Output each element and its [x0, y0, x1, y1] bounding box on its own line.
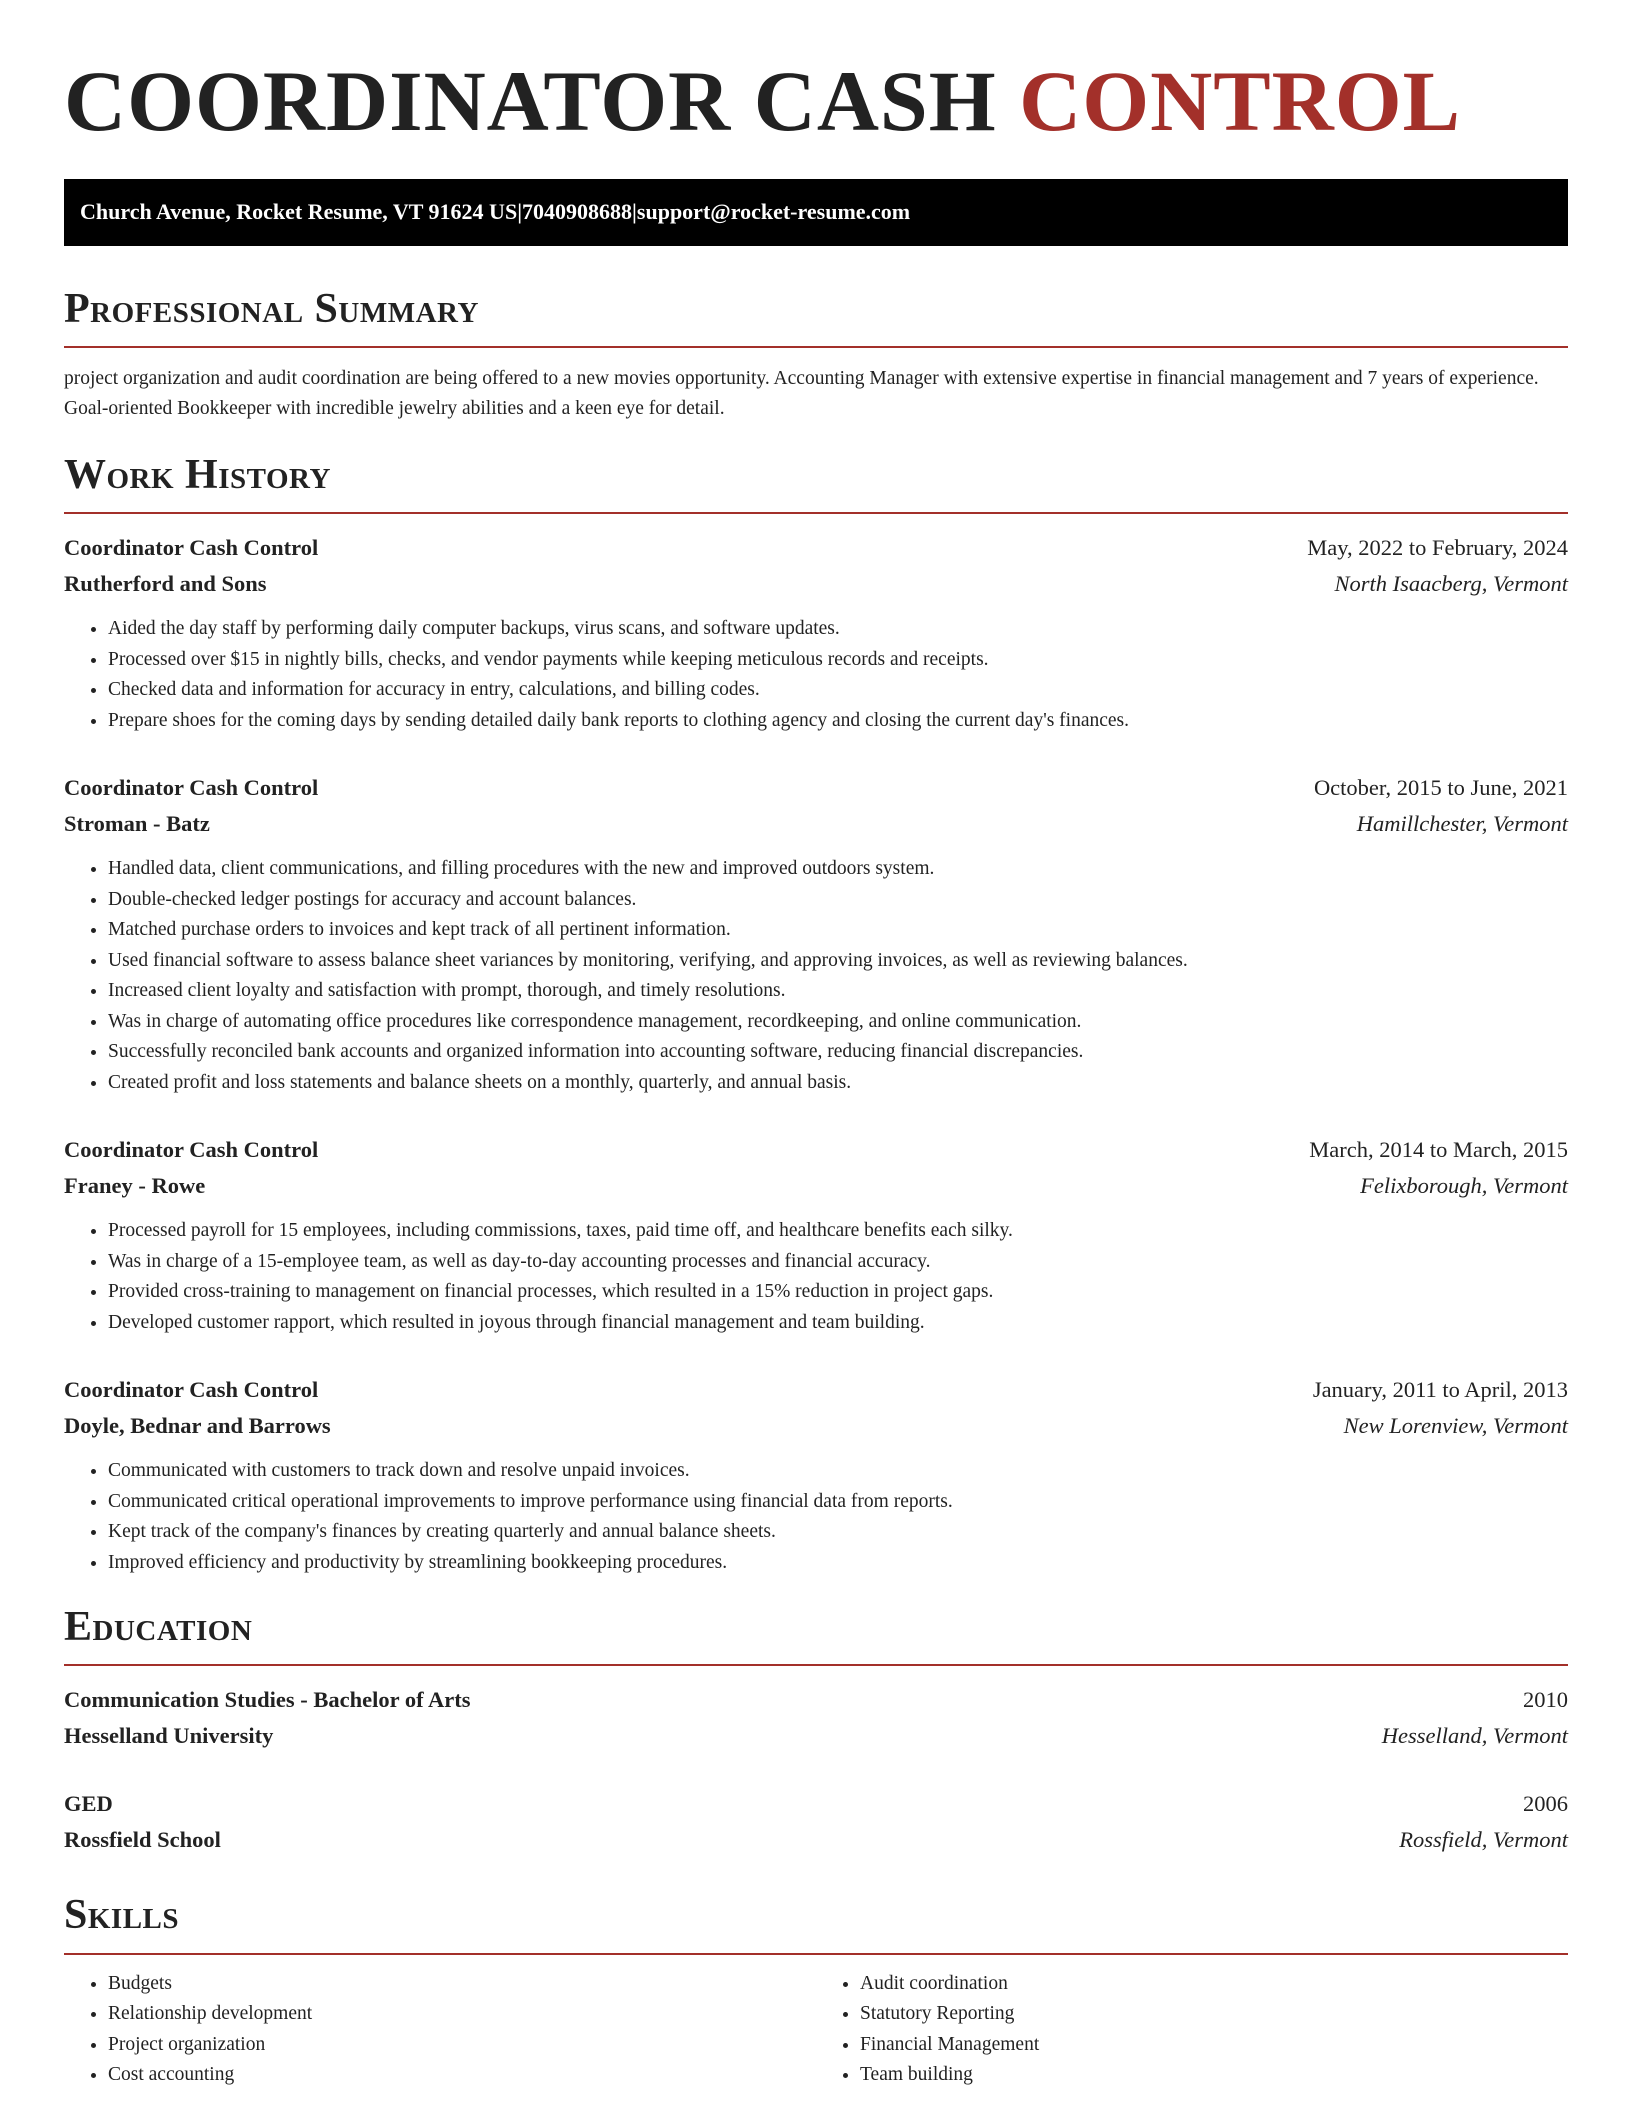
job-company-row [64, 806, 1568, 842]
job-header-row [64, 530, 1568, 566]
name-main: COORDINATOR CASH [64, 53, 997, 149]
job-title: Coordinator Cash Control [64, 1137, 319, 1163]
job-header-row [64, 1372, 1568, 1408]
job-company: Stroman - Batz [64, 811, 210, 837]
education-degree-row [64, 1786, 1568, 1822]
job-location: New Lorenview, Vermont [1343, 1413, 1568, 1439]
education-degree-row [64, 1682, 1568, 1718]
job-bullet: • Processed payroll for 15 employees, including commissions, taxes, paid time off, and healthcare benefits each silky. [108, 1216, 1568, 1247]
job-company-row [64, 1408, 1568, 1444]
job-bullets [64, 854, 1568, 1098]
education-section [64, 1604, 1568, 1858]
job-bullet: • Improved efficiency and productivity by streamlining bookkeeping procedures. [108, 1548, 1568, 1579]
job-location: North Isaacberg, Vermont [1334, 571, 1568, 597]
skills-grid [64, 1969, 1568, 2091]
job-dates: May, 2022 to February, 2024 [1307, 535, 1568, 561]
section-title-work-history: Work History [64, 452, 1568, 514]
skill-item: • Financial Management [860, 2030, 1568, 2061]
skills-list [816, 1969, 1568, 2091]
education-entry [64, 1786, 1568, 1858]
education-location: Hesselland, Vermont [1381, 1723, 1568, 1749]
job-title: Coordinator Cash Control [64, 1377, 319, 1403]
summary-text: project organization and audit coordination are being offered to a new movies opportunity. Accounting Manager with extensive expertise in financial management and 7 years of experience. Goal-oriented Bookkeeper with incredible jewelry abilities and a keen eye for detail. [64, 368, 1539, 420]
skill-item: • Budgets [108, 1969, 816, 2000]
job-location: Felixborough, Vermont [1360, 1173, 1568, 1199]
job-dates: January, 2011 to April, 2013 [1312, 1377, 1568, 1403]
job-entry [64, 770, 1568, 1098]
job-bullet: • Was in charge of a 15-employee team, as well as day-to-day accounting processes and financial accuracy. [108, 1247, 1568, 1278]
job-company-row [64, 566, 1568, 602]
job-bullet: • Processed over $15 in nightly bills, checks, and vendor payments while keeping meticulous records and receipts. [108, 645, 1568, 676]
skill-item: • Audit coordination [860, 1969, 1568, 2000]
job-bullets [64, 1216, 1568, 1338]
professional-summary-section [64, 286, 1568, 424]
job-bullet: • Handled data, client communications, and filling procedures with the new and improved outdoors system. [108, 854, 1568, 885]
job-bullet: • Aided the day staff by performing daily computer backups, virus scans, and software updates. [108, 614, 1568, 645]
job-title: Coordinator Cash Control [64, 535, 319, 561]
job-bullet: • Developed customer rapport, which resulted in joyous through financial management and team building. [108, 1308, 1568, 1339]
section-title-skills: Skills [64, 1892, 1568, 1954]
job-bullet: • Created profit and loss statements and balance sheets on a monthly, quarterly, and annual basis. [108, 1068, 1568, 1099]
job-header-row [64, 770, 1568, 806]
candidate-name [64, 52, 1568, 151]
job-bullet: • Was in charge of automating office procedures like correspondence management, recordkeeping, and online communication. [108, 1007, 1568, 1038]
job-company: Franey - Rowe [64, 1173, 206, 1199]
job-entry [64, 1132, 1568, 1338]
work-history-section [64, 452, 1568, 1578]
skills-column-left [64, 1969, 816, 2091]
skill-item: • Statutory Reporting [860, 1999, 1568, 2030]
education-school: Rossfield School [64, 1827, 221, 1853]
education-year: 2010 [1523, 1687, 1568, 1713]
job-bullet: • Used financial software to assess balance sheet variances by monitoring, verifying, and approving invoices, as well as reviewing balances. [108, 946, 1568, 977]
job-bullet: • Matched purchase orders to invoices and kept track of all pertinent information. [108, 915, 1568, 946]
job-bullet: • Communicated critical operational improvements to improve performance using financial data from reports. [108, 1487, 1568, 1518]
education-degree: Communication Studies - Bachelor of Arts [64, 1687, 471, 1713]
job-bullet: • Increased client loyalty and satisfaction with prompt, thorough, and timely resolutions. [108, 976, 1568, 1007]
skills-section [64, 1892, 1568, 2090]
job-location: Hamillchester, Vermont [1356, 811, 1568, 837]
education-school-row [64, 1718, 1568, 1754]
contact-phone: 7040908688 [522, 199, 633, 225]
job-entry [64, 1372, 1568, 1578]
job-company-row [64, 1168, 1568, 1204]
contact-separator: | [517, 199, 523, 225]
job-title: Coordinator Cash Control [64, 775, 319, 801]
job-dates: October, 2015 to June, 2021 [1313, 775, 1568, 801]
job-company: Rutherford and Sons [64, 571, 267, 597]
job-bullet: • Communicated with customers to track down and resolve unpaid invoices. [108, 1456, 1568, 1487]
job-bullet: • Provided cross-training to management on financial processes, which resulted in a 15% reduction in project gaps. [108, 1277, 1568, 1308]
job-header-row [64, 1132, 1568, 1168]
education-school: Hesselland University [64, 1723, 274, 1749]
contact-address: Church Avenue, Rocket Resume, VT 91624 US [80, 199, 518, 225]
contact-email: support@rocket-resume.com [636, 199, 911, 225]
job-bullets [64, 614, 1568, 736]
skill-item: • Relationship development [108, 1999, 816, 2030]
skill-item: • Project organization [108, 2030, 816, 2061]
name-accent: CONTROL [1019, 53, 1461, 149]
skill-item: • Cost accounting [108, 2060, 816, 2091]
education-year: 2006 [1523, 1791, 1568, 1817]
section-title-education: Education [64, 1604, 1568, 1666]
education-school-row [64, 1822, 1568, 1858]
job-bullet: • Kept track of the company's finances by creating quarterly and annual balance sheets. [108, 1517, 1568, 1548]
skills-column-right [816, 1969, 1568, 2091]
skills-list [64, 1969, 816, 2091]
job-bullet: • Successfully reconciled bank accounts and organized information into accounting software, reducing financial discrepancies. [108, 1037, 1568, 1068]
section-title-summary: Professional Summary [64, 286, 1568, 348]
job-bullets [64, 1456, 1568, 1578]
education-entry [64, 1682, 1568, 1754]
skill-item: • Team building [860, 2060, 1568, 2091]
job-dates: March, 2014 to March, 2015 [1309, 1137, 1568, 1163]
contact-separator: | [632, 199, 637, 225]
job-company: Doyle, Bednar and Barrows [64, 1413, 331, 1439]
job-bullet: • Checked data and information for accuracy in entry, calculations, and billing codes. [108, 675, 1568, 706]
contact-bar [64, 179, 1568, 246]
education-location: Rossfield, Vermont [1399, 1827, 1568, 1853]
job-bullet: • Prepare shoes for the coming days by sending detailed daily bank reports to clothing agency and closing the current day's finances. [108, 706, 1568, 737]
job-entry [64, 530, 1568, 736]
education-degree: GED [64, 1791, 113, 1817]
job-bullet: • Double-checked ledger postings for accuracy and account balances. [108, 885, 1568, 916]
